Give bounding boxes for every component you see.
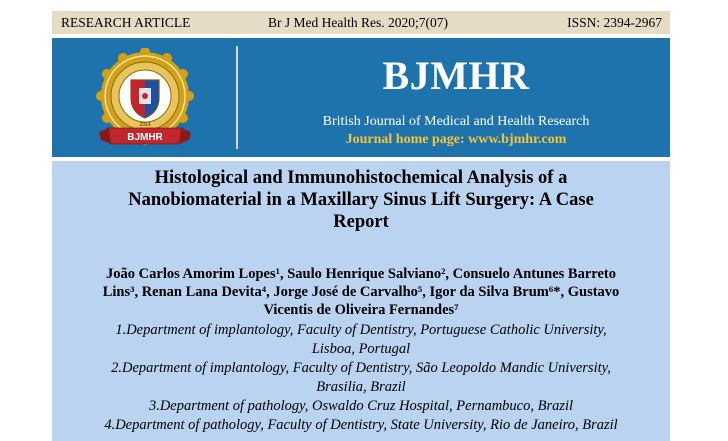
author-line: João Carlos Amorim Lopes¹, Saulo Henrique Salviano², Consuelo Antunes Barreto	[106, 266, 616, 282]
citation: Br J Med Health Res. 2020;7(07)	[268, 15, 448, 30]
affiliation-line: 2.Department of implantology, Faculty of Dentistry, São Leopoldo Mandic University,	[111, 360, 611, 376]
journal-banner	[52, 38, 670, 157]
title-line: Histological and Immunohistochemical Analysis of a	[154, 168, 568, 188]
affiliation-line: Brasilia, Brazil	[316, 379, 406, 395]
author-list	[52, 265, 670, 319]
affiliation-line: Lisboa, Portugal	[311, 341, 411, 357]
journal-full-name: British Journal of Medical and Health Research	[322, 114, 590, 129]
affiliation-line: 4.Department of pathology, Faculty of Dentistry, State University, Rio de Janeiro, Brazil	[104, 417, 618, 433]
journal-homepage-link[interactable]: Journal home page: www.bjmhr.com	[345, 132, 567, 147]
svg-text:2014: 2014	[139, 122, 151, 128]
article-front-matter	[52, 161, 670, 441]
author-line: Lins³, Renan Lana Devita⁴, Jorge José de Carvalho⁵, Igor da Silva Brum⁶*, Gustavo	[102, 284, 620, 300]
article-type: RESEARCH ARTICLE	[61, 15, 191, 30]
article-header-strip	[52, 11, 670, 34]
journal-abbreviation: BJMHR	[382, 53, 530, 98]
affiliation-line: 3.Department of pathology, Oswaldo Cruz Hospital, Pernambuco, Brazil	[148, 398, 574, 414]
affiliation-line: 1.Department of implantology, Faculty of Dentistry, Portuguese Catholic University,	[115, 322, 607, 338]
affiliation-list	[52, 321, 670, 435]
journal-logo-seal-icon	[89, 48, 201, 148]
journal-logo-box	[58, 46, 238, 149]
article-title	[52, 167, 670, 233]
title-line: Report	[333, 212, 389, 232]
svg-text:BJMHR: BJMHR	[127, 132, 163, 143]
issn: ISSN: 2394-2967	[567, 15, 662, 30]
journal-brand	[242, 38, 670, 157]
author-line: Vicentis de Oliveira Fernandes⁷	[263, 302, 459, 318]
title-line: Nanobiomaterial in a Maxillary Sinus Lift Surgery: A Case	[128, 190, 594, 210]
